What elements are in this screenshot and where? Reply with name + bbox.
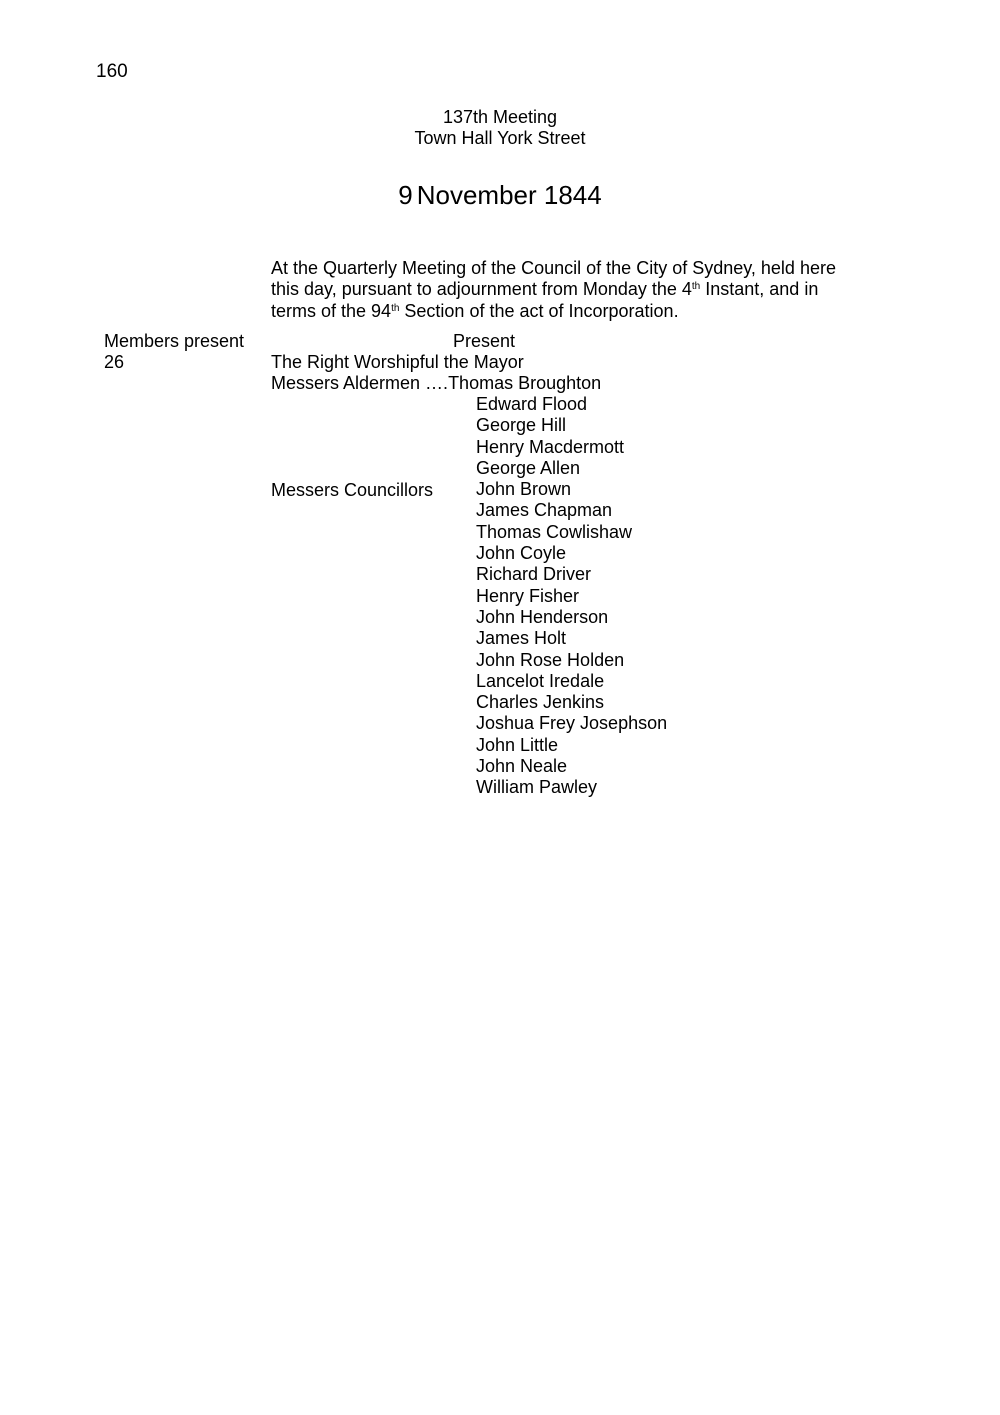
intro-line-3-text: terms of the 94 <box>271 300 392 321</box>
page-number: 160 <box>96 61 128 82</box>
councillor-name: Joshua Frey Josephson <box>476 713 668 734</box>
councillor-name: John Henderson <box>476 606 609 627</box>
alderman-name: Henry Macdermott <box>476 436 625 457</box>
intro-line-2-superscript: th <box>691 281 701 293</box>
councillors-label: Messers Councillors <box>271 480 434 500</box>
meeting-date-month-year: November 1844 <box>416 180 602 210</box>
aldermen-label-text: Messers Aldermen …. <box>271 373 449 393</box>
intro-line-3 <box>271 301 891 322</box>
members-present-count: 26 <box>104 352 125 372</box>
councillor-name: Richard Driver <box>476 564 592 585</box>
councillor-name: Charles Jenkins <box>476 692 605 713</box>
meeting-venue: Town Hall York Street <box>414 128 586 148</box>
councillor-name: James Holt <box>476 628 567 649</box>
councillor-name: John Neale <box>476 756 568 777</box>
councillor-name: William Pawley <box>476 777 598 798</box>
councillor-name: John Brown <box>476 479 572 500</box>
intro-line-3-text-end: Section of the act of Incorporation. <box>399 300 679 321</box>
alderman-name: George Allen <box>476 457 581 478</box>
councillor-name: James Chapman <box>476 500 613 521</box>
alderman-name: George Hill <box>476 415 567 436</box>
meeting-number: 137th Meeting <box>442 107 558 127</box>
councillor-name: Henry Fisher <box>476 585 580 606</box>
meeting-date <box>0 180 1000 210</box>
intro-paragraph <box>271 258 891 322</box>
councillor-name: Thomas Cowlishaw <box>476 521 633 542</box>
mayor-line: The Right Worshipful the Mayor <box>271 352 524 372</box>
intro-line-2-text-end: Instant, and in <box>700 279 819 300</box>
alderman-name: Edward Flood <box>476 394 588 414</box>
alderman-first-name: Thomas Broughton <box>448 373 602 393</box>
councillor-name: Lancelot Iredale <box>476 670 605 691</box>
present-heading: Present <box>453 331 516 351</box>
meeting-date-day: 9 <box>398 180 413 210</box>
intro-line-2-text: this day, pursuant to adjournment from Monday the 4 <box>271 279 692 300</box>
intro-line-1: At the Quarterly Meeting of the Council of the City of Sydney, held here <box>271 258 836 278</box>
attendee-name-list <box>476 394 667 799</box>
councillor-name: John Little <box>476 734 559 755</box>
councillor-name: John Coyle <box>476 543 567 564</box>
intro-line-3-superscript: th <box>391 302 400 314</box>
members-present-label: Members present <box>104 331 245 351</box>
councillor-name: John Rose Holden <box>476 649 625 670</box>
intro-line-2 <box>271 279 891 300</box>
aldermen-label <box>271 373 601 394</box>
